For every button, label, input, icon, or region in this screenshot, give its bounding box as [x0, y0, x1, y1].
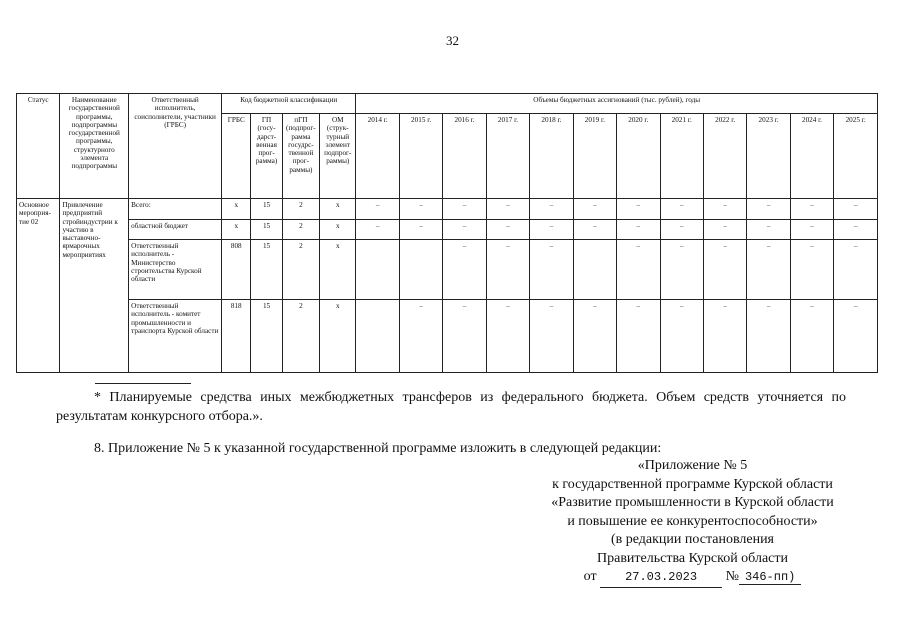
- value-cell: –: [834, 199, 878, 220]
- value-cell: –: [356, 199, 399, 220]
- header-year: 2023 г.: [747, 114, 790, 199]
- table-row: [17, 199, 878, 220]
- header-year: 2014 г.: [356, 114, 399, 199]
- value-cell: –: [443, 300, 486, 373]
- value-cell: –: [617, 240, 660, 300]
- executor-cell: Ответственный исполнитель - Министерство строительства Курской области: [129, 240, 222, 300]
- header-gp: ГП (госу-дарст-венная прог-рамма): [251, 114, 282, 199]
- value-cell: –: [703, 240, 746, 300]
- value-cell: –: [443, 220, 486, 240]
- resolution-date-line: [584, 568, 802, 588]
- header-grbs: ГРБС: [222, 114, 251, 199]
- header-year: 2019 г.: [573, 114, 616, 199]
- value-cell: –: [617, 220, 660, 240]
- value-cell: [573, 240, 616, 300]
- value-cell: –: [617, 199, 660, 220]
- budget-table: [16, 93, 878, 373]
- header-year: 2018 г.: [530, 114, 573, 199]
- value-cell: –: [660, 240, 703, 300]
- value-cell: –: [790, 199, 833, 220]
- page-number: 32: [446, 33, 459, 48]
- appendix-line: и повышение ее конкурентоспособности»: [567, 513, 818, 529]
- om-cell: x: [320, 300, 356, 373]
- measure-name-cell: Привлечение предприятий стройиндустрии к участию в выставочно-ярмарочных мероприятиях: [60, 199, 129, 373]
- header-pgp: пГП (подпрог-рамма госудрс-твенной прог-раммы): [282, 114, 319, 199]
- gp-cell: 15: [251, 300, 282, 373]
- header-om: ОМ (струк-турный элемент подпрог-раммы): [320, 114, 356, 199]
- grbs-cell: x: [222, 199, 251, 220]
- value-cell: [356, 240, 399, 300]
- value-cell: –: [617, 300, 660, 373]
- gp-cell: 15: [251, 220, 282, 240]
- value-cell: –: [660, 220, 703, 240]
- header-year: 2016 г.: [443, 114, 486, 199]
- value-cell: –: [660, 300, 703, 373]
- executor-cell: Ответственный исполнитель - комитет промышленности и транспорта Курской области: [129, 300, 222, 373]
- executor-cell: Всего:: [129, 199, 222, 220]
- value-cell: –: [834, 220, 878, 240]
- value-cell: –: [486, 240, 529, 300]
- header-volumes: Объемы бюджетных ассигнований (тыс. рублей), годы: [356, 94, 878, 114]
- value-cell: –: [399, 199, 442, 220]
- footnote: * Планируемые средства иных межбюджетных трансферов из федерального бюджета. Объем средств уточняется по результатам конкурсного отбора.».: [56, 390, 846, 424]
- header-year: 2021 г.: [660, 114, 703, 199]
- header-year: 2024 г.: [790, 114, 833, 199]
- header-year: 2015 г.: [399, 114, 442, 199]
- appendix-line: «Приложение № 5: [637, 458, 748, 473]
- om-cell: x: [320, 240, 356, 300]
- header-year: 2020 г.: [617, 114, 660, 199]
- gp-cell: 15: [251, 199, 282, 220]
- om-cell: x: [320, 220, 356, 240]
- table-row: [17, 240, 878, 300]
- om-cell: x: [320, 199, 356, 220]
- number-label: №: [725, 569, 739, 584]
- appendix-line: к государственной программе Курской области: [552, 476, 833, 492]
- value-cell: –: [443, 199, 486, 220]
- pgp-cell: 2: [282, 240, 319, 300]
- header-name: Наименование государственной программы, подпрограммы государственной программы, структурного элемента подпрограммы: [60, 94, 129, 199]
- appendix-heading: [520, 457, 865, 588]
- appendix-line: Правительства Курской области: [597, 550, 788, 566]
- paragraph-8: 8. Приложение № 5 к указанной государственной программе изложить в следующей редакции:: [94, 441, 662, 456]
- value-cell: –: [399, 300, 442, 373]
- value-cell: –: [486, 220, 529, 240]
- status-cell: Основное мероприя-тие 02: [17, 199, 60, 373]
- grbs-cell: 808: [222, 240, 251, 300]
- table-row: [17, 300, 878, 373]
- value-cell: –: [703, 199, 746, 220]
- value-cell: –: [703, 220, 746, 240]
- grbs-cell: 818: [222, 300, 251, 373]
- value-cell: –: [834, 240, 878, 300]
- appendix-line: «Развитие промышленности в Курской области: [551, 495, 834, 510]
- resolution-number: 346-пп): [739, 570, 801, 585]
- value-cell: –: [834, 300, 878, 373]
- value-cell: –: [747, 220, 790, 240]
- header-year: 2025 г.: [834, 114, 878, 199]
- value-cell: [356, 300, 399, 373]
- from-label: от: [583, 569, 597, 584]
- value-cell: –: [356, 220, 399, 240]
- executor-cell: областной бюджет: [129, 220, 222, 240]
- header-status: Статус: [17, 94, 60, 199]
- value-cell: –: [530, 300, 573, 373]
- value-cell: –: [573, 300, 616, 373]
- pgp-cell: 2: [282, 220, 319, 240]
- value-cell: –: [747, 199, 790, 220]
- header-year: 2022 г.: [703, 114, 746, 199]
- value-cell: –: [486, 199, 529, 220]
- header-year: 2017 г.: [486, 114, 529, 199]
- grbs-cell: x: [222, 220, 251, 240]
- value-cell: –: [573, 199, 616, 220]
- pgp-cell: 2: [282, 300, 319, 373]
- table-row: [17, 220, 878, 240]
- value-cell: –: [747, 240, 790, 300]
- value-cell: –: [530, 240, 573, 300]
- gp-cell: 15: [251, 240, 282, 300]
- value-cell: –: [486, 300, 529, 373]
- header-executor: Ответственный исполнитель, соисполнители, участники (ГРБС): [129, 94, 222, 199]
- value-cell: –: [399, 220, 442, 240]
- value-cell: –: [443, 240, 486, 300]
- value-cell: –: [790, 300, 833, 373]
- footnote-divider: [95, 383, 191, 384]
- value-cell: –: [530, 199, 573, 220]
- value-cell: –: [747, 300, 790, 373]
- pgp-cell: 2: [282, 199, 319, 220]
- value-cell: [399, 240, 442, 300]
- resolution-date: 27.03.2023: [600, 568, 722, 588]
- value-cell: –: [703, 300, 746, 373]
- value-cell: –: [530, 220, 573, 240]
- value-cell: –: [573, 220, 616, 240]
- appendix-line: (в редакции постановления: [610, 532, 775, 547]
- value-cell: –: [790, 220, 833, 240]
- header-budget-code: Код бюджетной классификации: [222, 94, 356, 114]
- value-cell: –: [660, 199, 703, 220]
- value-cell: –: [790, 240, 833, 300]
